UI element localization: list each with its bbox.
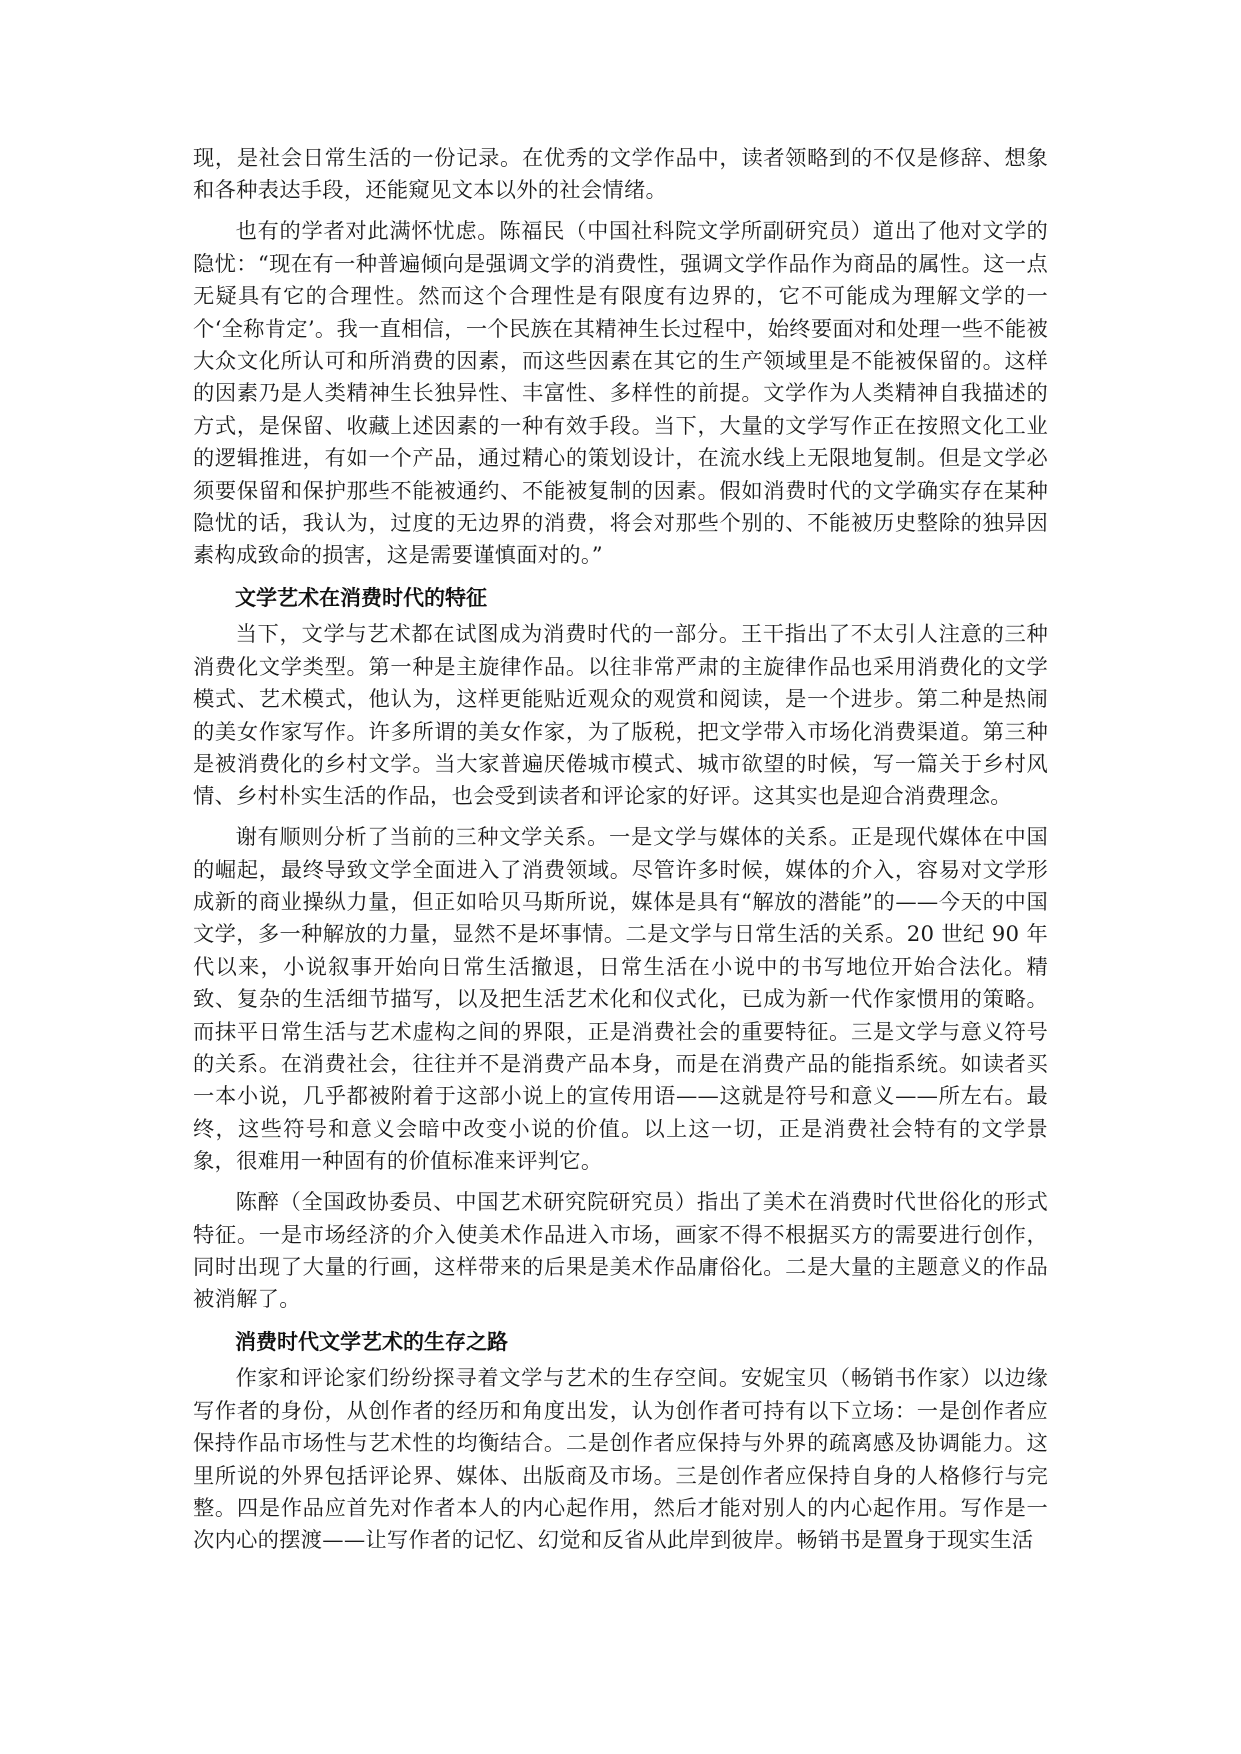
section-heading-characteristics: 文学艺术在消费时代的特征 [235,586,487,611]
paragraph-wang-gan: 当下，文学与艺术都在试图成为消费时代的一部分。王干指出了不太引人注意的三种消费化文学类型。第一种是主旋律作品。以往非常严肃的主旋律作品也采用消费化的文学模式、艺术模式，他认为，这样更能贴近观众的观赏和阅读，是一个进步。第二种是热闹的美女作家写作。许多所谓的美女作家，为了版税，把文学带入市场化消费渠道。第三种是被消费化的乡村文学。当大家普遍厌倦城市模式、城市欲望的时候，写一篇关于乡村风情、乡村朴实生活的作品，也会受到读者和评论家的好评。这其实也是迎合消费理念。 [193,622,1048,810]
paragraph-xie-youshun: 谢有顺则分析了当前的三种文学关系。一是文学与媒体的关系。正是现代媒体在中国的崛起，最终导致文学全面进入了消费领域。尽管许多时候，媒体的介入，容易对文学形成新的商业操纵力量，但正如哈贝马斯所说，媒体是具有“解放的潜能”的——今天的中国文学，多一种解放的力量，显然不是坏事情。二是文学与日常生活的关系。20 世纪 90 年代以来，小说叙事开始向日常生活撤退，日常生活在小说中的书写地位开始合法化。精致、复杂的生活细节描写，以及把生活艺术化和仪式化，已成为新一代作家惯用的策略。而抹平日常生活与艺术虚构之间的界限，正是消费社会的重要特征。三是文学与意义符号的关系。在消费社会，往往并不是消费产品本身，而是在消费产品的能指系统。如读者买一本小说，几乎都被附着于这部小说上的宣传用语——这就是符号和意义——所左右。最终，这些符号和意义会暗中改变小说的价值。以上这一切，正是消费社会特有的文学景象，很难用一种固有的价值标准来评判它。 [193,825,1048,1175]
paragraph-continuation: 现，是社会日常生活的一份记录。在优秀的文学作品中，读者领略到的不仅是修辞、想象和各种表达手段，还能窥见文本以外的社会情绪。 [193,146,1048,204]
article-body [193,143,1048,1566]
section-heading-survival: 消费时代文学艺术的生存之路 [235,1330,508,1355]
paragraph-chen-fumin: 也有的学者对此满怀忧虑。陈福民（中国社科院文学所副研究员）道出了他对文学的隐忧：“现在有一种普遍倾向是强调文学的消费性，强调文学作品作为商品的属性。这一点无疑具有它的合理性。然而这个合理性是有限度有边界的，它不可能成为理解文学的一个‘全称肯定’。我一直相信，一个民族在其精神生长过程中，始终要面对和处理一些不能被大众文化所认可和所消费的因素，而这些因素在其它的生产领域里是不能被保留的。这样的因素乃是人类精神生长独异性、丰富性、多样性的前提。文学作为人类精神自我描述的方式，是保留、收藏上述因素的一种有效手段。当下，大量的文学写作正在按照文化工业的逻辑推进，有如一个产品，通过精心的策划设计，在流水线上无限地复制。但是文学必须要保留和保护那些不能被通约、不能被复制的因素。假如消费时代的文学确实存在某种隐忧的话，我认为，过度的无边界的消费，将会对那些个别的、不能被历史整除的独异因素构成致命的损害，这是需要谨慎面对的。” [193,219,1048,569]
paragraph-chen-zui: 陈醉（全国政协委员、中国艺术研究院研究员）指出了美术在消费时代世俗化的形式特征。一是市场经济的介入使美术作品进入市场，画家不得不根据买方的需要进行创作，同时出现了大量的行画，这样带来的后果是美术作品庸俗化。二是大量的主题意义的作品被消解了。 [193,1190,1048,1313]
paragraph-annie-baby: 作家和评论家们纷纷探寻着文学与艺术的生存空间。安妮宝贝（畅销书作家）以边缘写作者的身份，从创作者的经历和角度出发，认为创作者可持有以下立场：一是创作者应保持作品市场性与艺术性的均衡结合。二是创作者应保持与外界的疏离感及协调能力。这里所说的外界包括评论界、媒体、出版商及市场。三是创作者应保持自身的人格修行与完整。四是作品应首先对作者本人的内心起作用，然后才能对别人的内心起作用。写作是一次内心的摆渡——让写作者的记忆、幻觉和反省从此岸到彼岸。畅销书是置身于现实生活 [193,1366,1048,1554]
